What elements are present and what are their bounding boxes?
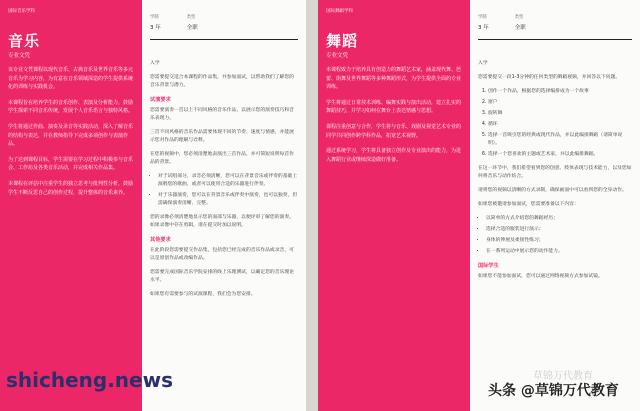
- section-text: 在您的视频中，您必须清楚地表演出三首作品，并可简短说明每首作品的背景。: [150, 152, 294, 165]
- list-item: • 对于乐器演奏，您可以在背景音乐或伴奏中演奏，也可以独奏，但需确保演奏清晰、完整。: [158, 192, 298, 208]
- meta-type-label: 类型: [514, 15, 524, 20]
- music-details-text: [150, 60, 298, 305]
- dance-paragraph: 通过系统学习，学生将具备独立创作及专业演出的能力，为进入舞蹈行业或继续深造做好准备。: [326, 148, 462, 163]
- meta-grade-value: 3 年: [478, 25, 489, 31]
- section-text: 如果您不能参加面试，您可以通过网络视频方式参加试镜。: [478, 274, 603, 279]
- dance-paragraph: 学生将通过日常技术训练、编舞实践与演出活动，建立扎实的舞蹈技巧，并学习如何在舞台上表达情感与思想。: [326, 99, 462, 115]
- list-item: 2. 窗户: [488, 99, 632, 107]
- section-text: 请将您的视频以清晰的方式录制，确保画面中可以看到您的全身动作。: [478, 188, 627, 193]
- divider: [478, 39, 632, 40]
- music-subtitle: 专业文凭: [8, 53, 31, 59]
- intro-heading: 入学: [150, 61, 160, 66]
- music-paragraph: 本课程旨在培养学生的音乐创作、表演及分析能力，鼓励学生探索不同音乐传统，发展个人音乐语言与独特风格。: [8, 99, 134, 115]
- meta-type-label: 类型: [186, 15, 196, 20]
- music-details-panel: [142, 0, 306, 411]
- list-item: 1. 创作一个作品，根据您的选择编排成为一个故事: [488, 88, 632, 96]
- dance-details-text: [478, 60, 632, 287]
- list-item: • 在一系列运动中展示您的动作能力。: [486, 248, 632, 256]
- section-text: 如果您有需要参与的试演课程，我们会为您安排。: [150, 292, 256, 297]
- divider: [150, 39, 298, 40]
- dance-header: 国际舞蹈学科: [326, 9, 353, 14]
- section-heading: 其他要求: [150, 237, 171, 243]
- dance-subtitle: 专业文凭: [326, 53, 349, 59]
- requirements-list: [150, 173, 298, 208]
- intro-heading: 入学: [478, 61, 488, 66]
- section-text: 您需要完成国际音乐学院安排的线上乐理测试，以确定您的音乐理论水平。: [150, 270, 294, 283]
- meta-grade-label: 学制: [150, 15, 159, 20]
- section-text: 在此阶段您需要提交作品集，包括您已经完成的音乐作品或录音，可以是原创作品或改编作品。: [150, 248, 294, 261]
- dance-intro-text: [326, 66, 462, 171]
- music-paragraph: 为了达到课程目标，学生需要在学习过程中积极参与音乐会、工作坊及各类音乐活动，并完成相关作品集。: [8, 156, 134, 172]
- meta-type-value: 全职: [514, 25, 526, 31]
- section-text: 在这一环节中，我们希望看到您的创意、肢体表现与技术能力，以及您如何将音乐与动作结合。: [478, 166, 632, 179]
- section-heading: 国际学生: [478, 263, 499, 269]
- list-item: • 身体的伸展及柔韧性练习；: [486, 237, 632, 245]
- page-gutter: [306, 0, 318, 411]
- music-paragraph: 该专业文凭课程以现代音乐、古典音乐及世界音乐等多元音乐为学习内容，为有意在音乐领域深造的学生提供系统化的训练与实践机会。: [8, 67, 134, 91]
- dance-meta: [478, 14, 632, 40]
- list-item: 6. 选择一个您喜欢的主题或艺术家，并以此编排舞蹈。: [488, 151, 632, 159]
- music-title: 音乐: [8, 32, 41, 50]
- list-item: 4. 循环: [488, 121, 632, 129]
- dance-details-panel: [470, 0, 640, 411]
- meta-type-value: 全职: [186, 25, 198, 31]
- section-text: 三首不同风格的音乐作品需要体现不同的节奏、速度与情感，并能展示您对作品的理解与诠释。: [150, 130, 294, 143]
- music-paragraph: 学生将通过作曲、演奏及录音等实践活动，深入了解音乐的结构与表达，并在教师指导下完成多项创作与表演作品。: [8, 123, 134, 148]
- dance-title: 舞蹈: [326, 32, 359, 50]
- meta-grade-value: 3 年: [150, 25, 161, 31]
- list-item: • 对于试唱部分，录音必须清晰，您可以在背景音乐或伴奏的基础上演唱您的歌曲，或者可以使用合适的乐器进行伴奏。: [158, 173, 298, 189]
- interview-list: [478, 215, 632, 256]
- section-text: 您的录像必须清楚地显示您的面部与乐器，以便评审了解您的演奏。如果录像中存在剪辑，请在提交时加以说明。: [150, 215, 294, 228]
- music-intro-text: [8, 66, 134, 204]
- list-item: 3. 旋转舞: [488, 110, 632, 118]
- intro-text: 您需要提交适合本课程的作品集，并参加面试，以帮助我们了解您的音乐背景与潜力。: [150, 75, 294, 88]
- dance-intro-panel: [318, 0, 470, 411]
- dance-paragraph: 本课程致力于培养具有创造力的舞蹈艺术家，涵盖现代舞、芭蕾、街舞及世界舞蹈等多种舞蹈形式，为学生提供全面的专业训练。: [326, 67, 462, 91]
- section-text: 如果您被邀请参加面试，您需要准备以下内容：: [478, 202, 579, 207]
- ghost-watermark: 草锦万代教育: [533, 371, 593, 382]
- site-watermark: shicheng.news: [6, 368, 173, 392]
- list-item: • 选择合适的服装进行演示；: [486, 226, 632, 234]
- task-list: [478, 88, 632, 159]
- music-meta: [150, 14, 298, 40]
- music-intro-panel: [0, 0, 142, 411]
- section-text: 您需要演奏一首以上不同风格的音乐作品，以展示您的演奏技巧和音乐表现力。: [150, 108, 294, 121]
- music-paragraph: 本课程在评估中注重学生的独立思考与批判性分析，鼓励学生不断反思自己的创作过程，提升整体的音乐素养。: [8, 180, 134, 196]
- music-header: 国际音乐学科: [8, 9, 35, 14]
- list-item: 5. 选择一首吸引您的经典或现代作品，并以此编排舞蹈（请简单说明）。: [488, 132, 632, 148]
- section-heading: 试演要求: [150, 97, 171, 103]
- dance-paragraph: 课程注重创意与合作，学生将与音乐、戏剧及视觉艺术专业的同学共同创作跨学科作品，拓宽艺术视野。: [326, 123, 462, 139]
- meta-grade-label: 学制: [478, 15, 487, 20]
- intro-text: 您需要提交一段1-3分钟的任何类型的舞蹈视频，并回答以下问题。: [478, 75, 621, 80]
- list-item: • 以简单的方式介绍您的舞蹈经历；: [486, 215, 632, 223]
- brand-watermark: 头条 @草锦万代教育: [488, 383, 619, 399]
